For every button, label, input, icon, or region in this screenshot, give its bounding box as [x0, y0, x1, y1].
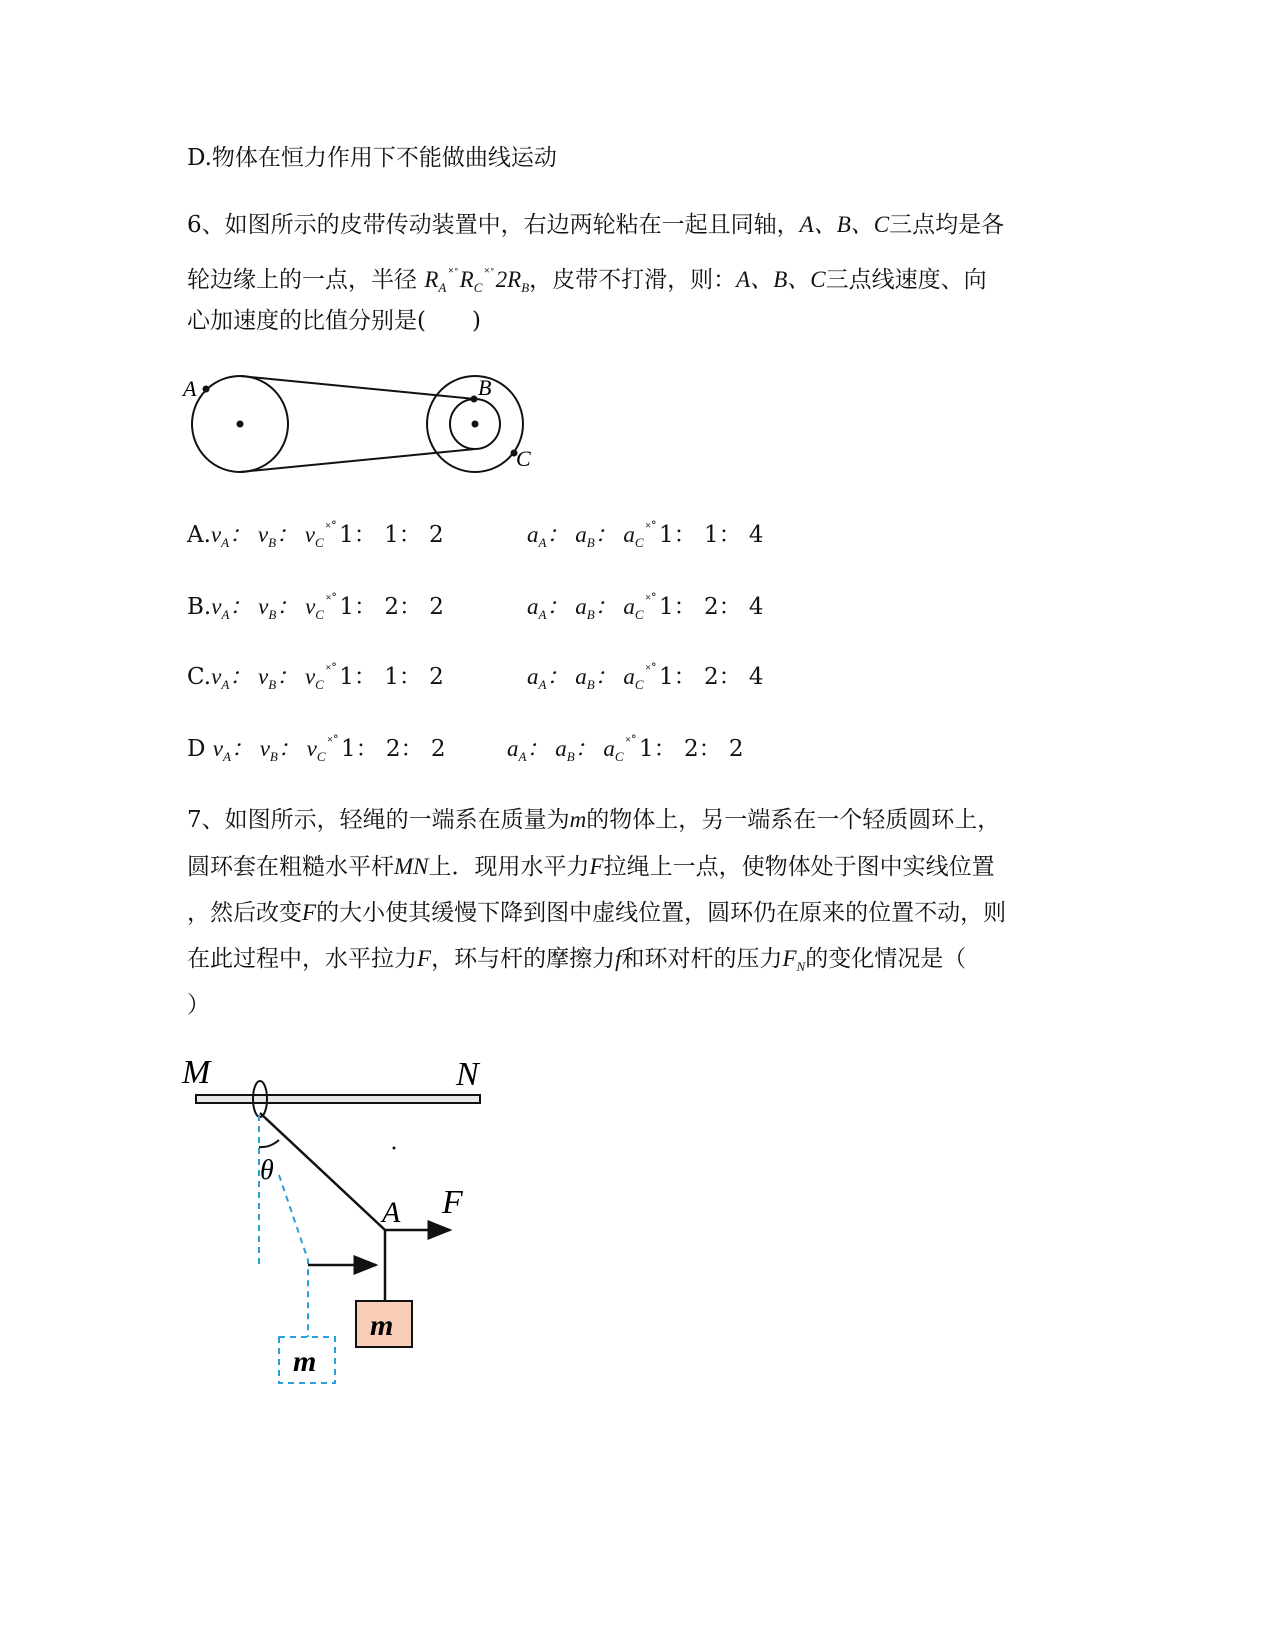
point-a [203, 386, 210, 393]
belt-drive-figure [180, 368, 540, 488]
q7-line-1: 7、如图所示，轻绳的一端系在质量为m的物体上，另一端系在一个轻质圆环上， [187, 807, 1001, 833]
dashed-rope [279, 1175, 308, 1337]
belt-top [240, 376, 475, 399]
label-f: F [442, 1184, 463, 1221]
belt-bottom [240, 449, 475, 472]
rope-ring-figure [180, 1055, 500, 1415]
label-theta: θ [260, 1155, 274, 1186]
q6-line-2: 轮边缘上的一点，半径 $R_A^{˟˚}R_C^{˟˚}2R_B$，皮带不打滑，则：A、B、C三点线速度、向 [187, 265, 987, 295]
q7-line-5: ） [187, 992, 210, 1018]
label-m-rod: M [182, 1054, 211, 1091]
label-b: B [478, 375, 492, 400]
q7-line-2: 圆环套在粗糙水平杆MN上．现用水平力F拉绳上一点，使物体处于图中实线位置 [187, 854, 995, 880]
left-wheel-center [237, 421, 244, 428]
label-dashed-block-mass: m [293, 1345, 317, 1378]
rope-upper [260, 1113, 385, 1230]
q6-points-label: A、B、C [799, 212, 890, 237]
q7-line-3: ，然后改变F的大小使其缓慢下降到图中虚线位置，圆环仍在原来的位置不动，则 [187, 900, 1007, 926]
stray-dot [393, 1147, 396, 1150]
q6-line-3: 心加速度的比值分别是( ) [187, 308, 481, 334]
point-b [471, 396, 478, 403]
label-block-mass: m [370, 1309, 394, 1342]
label-c: C [516, 446, 531, 471]
q5-option-d: D.物体在恒力作用下不能做曲线运动 [187, 145, 557, 171]
radius-relation: $R_A^{˟˚}R_C^{˟˚}2R_B$ [424, 265, 530, 295]
q6-option-a: $A.v_A$： $v_B$： $v_C^{˟˚}1$： 1： 2 $a_A$： $a_B$： $a_C^{˟˚}1$： 1： 4 [187, 521, 764, 550]
q7-line-4: 在此过程中，水平拉力F，环与杆的摩擦力f和环对杆的压力$F_N$的变化情况是（ [187, 946, 967, 974]
rod-mn [196, 1095, 480, 1103]
label-n: N [456, 1056, 479, 1093]
label-a: A [183, 376, 197, 401]
q6-line-1: 6、如图所示的皮带传动装置中，右边两轮粘在一起且同轴，A、B、C三点均是各 [187, 212, 1005, 238]
theta-arc [259, 1140, 279, 1147]
q6-option-b: $B.v_A$： $v_B$： $v_C^{˟˚}1$： 2： 2 $a_A$： $a_B$： $a_C^{˟˚}1$： 2： 4 [187, 593, 764, 622]
q6-option-c: $C.v_A$： $v_B$： $v_C^{˟˚}1$： 1： 2 $a_A$： $a_B$： $a_C^{˟˚}1$： 2： 4 [187, 663, 764, 692]
q6-option-d: D $v_A$： $v_B$： $v_C^{˟˚}1$： 2： 2 $a_A$： $a_B$： $a_C^{˟˚}1$： 2： 2 [187, 735, 744, 764]
right-wheel-center [472, 421, 479, 428]
label-a: A [382, 1196, 401, 1229]
